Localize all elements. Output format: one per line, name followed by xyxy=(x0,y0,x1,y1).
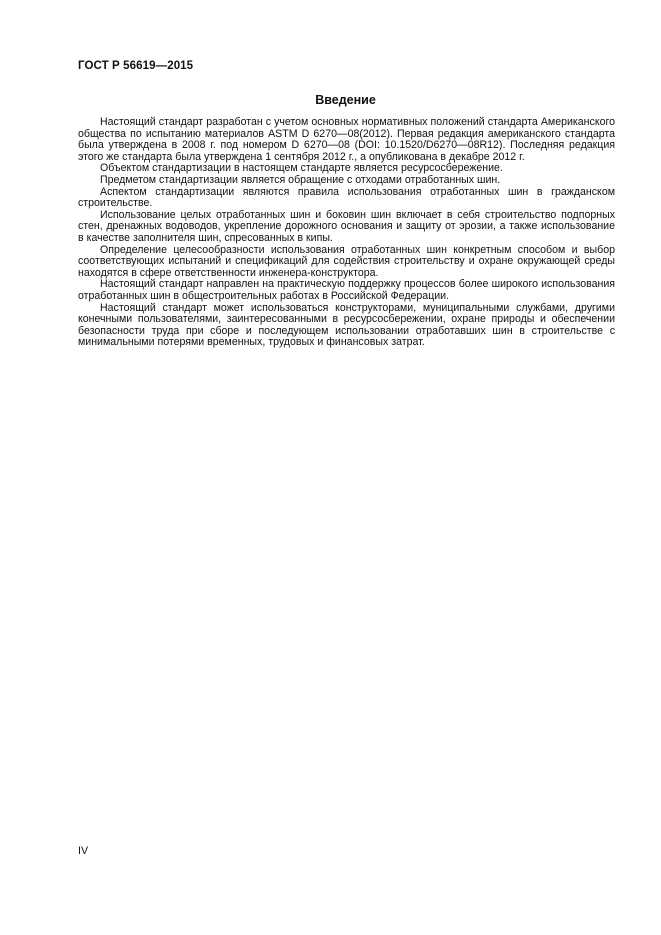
document-code: ГОСТ Р 56619—2015 xyxy=(78,60,194,72)
paragraph-standard-basis: Настоящий стандарт разработан с учетом основных нормативных положений стандарта Американского общества по испытанию материалов ASTM D 6270—08(2012). Первая редакция американского стандарта была утверждена в 2008 г. под номером D 6270—08 (DOI: 10.1520/D6270—08R12). Последняя редакция этого же стандарта была утверждена 1 сентября 2012 г., а опубликована в декабре 2012 г. xyxy=(78,116,615,163)
paragraph-object: Объектом стандартизации в настоящем стандарте является ресурсосбережение. xyxy=(100,162,503,175)
paragraph-aspect: Аспектом стандартизации являются правила использования отработанных шин в гражданском строительстве. xyxy=(78,185,615,210)
page-number: IV xyxy=(78,845,89,857)
body-text xyxy=(78,117,615,349)
paragraph-feasibility: Определение целесообразности использования отработанных шин конкретным способом и выбор соответствующих испытаний и спецификаций для содействия строительству и охране окружающей среды находятся в сфере ответственности инженера-конструктора. xyxy=(78,243,615,279)
section-title: Введение xyxy=(315,93,376,107)
paragraph-usage: Использование целых отработанных шин и боковин шин включает в себя строительство подпорных стен, дренажных водоводов, укрепление дорожного основания и защиту от эрозии, а также использование в качестве заполнителя шин, спресованных в кипы. xyxy=(78,208,615,244)
paragraph-purpose: Настоящий стандарт направлен на практическую поддержку процессов более широкого использования отработанных шин в общестроительных работах в Российской Федерации. xyxy=(78,278,615,302)
paragraph-subject: Предметом стандартизации является обращение с отходами отработанных шин. xyxy=(100,173,501,186)
paragraph-users: Настоящий стандарт может использоваться конструкторами, муниципальными службами, другими конечными пользователями, заинтересованными в ресурсосбережении, охране природы и обеспечении безопасности труда при сборе и последующем использовании отработавших шин в строительстве с минимальными потерями временных, трудовых и финансовых затрат. xyxy=(78,301,615,349)
